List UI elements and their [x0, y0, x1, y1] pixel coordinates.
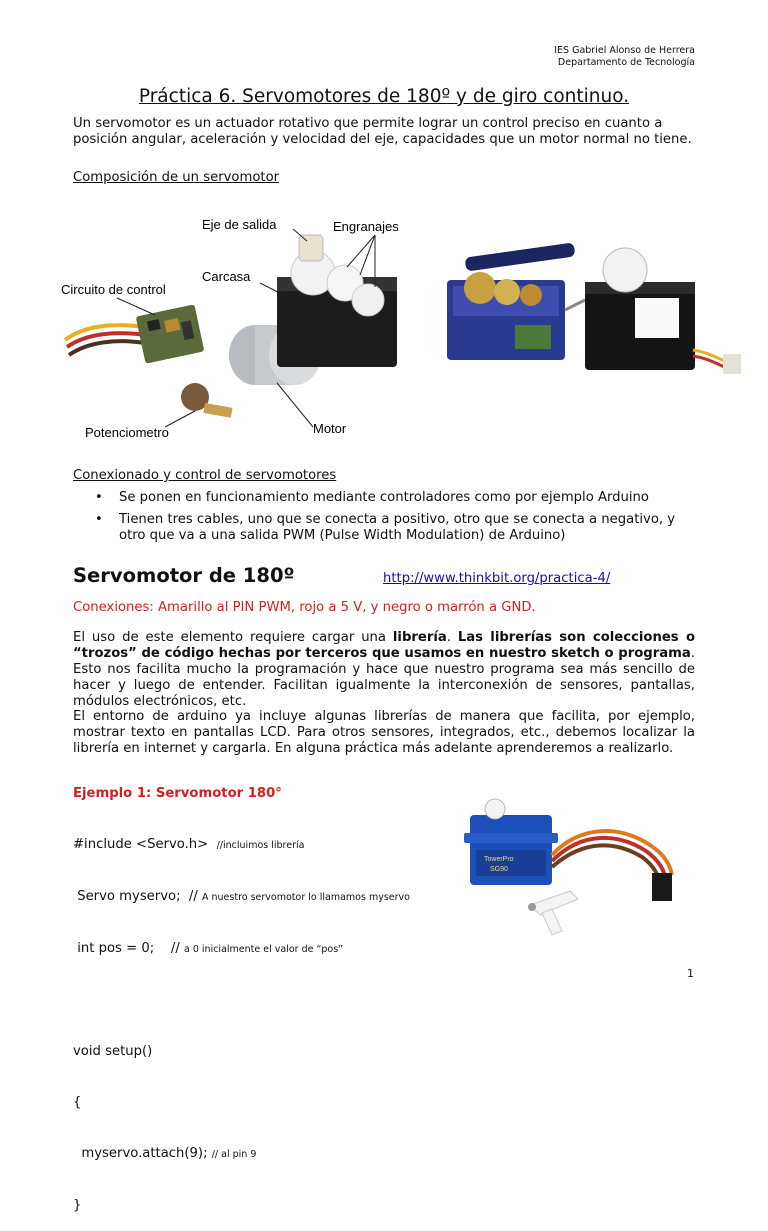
code-line [73, 992, 410, 1009]
code-line: void setup() [73, 1044, 153, 1059]
library-paragraph-1: El uso de este elemento requiere cargar una librería. Las librerías son colecciones o “trozos” de código hechas por terceros que usamos en nuestro sketch o programa. Esto nos facilita mucho la programación y hace que nuestro programa sea más sencillo de hacer y luego de entender. Facilitan igualmente la interconexión de sensores, pantallas, módulos electrónicos, etc. [73, 630, 696, 709]
code-block [73, 802, 410, 1231]
servo-exploded-diagram [55, 205, 430, 450]
connection-heading: Conexionado y control de servomotores [73, 468, 337, 483]
code-line: { [73, 1095, 82, 1110]
composition-heading: Composición de un servomotor [73, 170, 280, 185]
library-paragraph-2: El entorno de arduino ya incluye algunas librerías de manera que facilita, por ejemplo, mostrar texto en pantallas LCD. Para otros sensores, integrados, etc., debemos localizar la librería en internet y cargarla. En alguna práctica más adelante aprenderemos a realizarlo. [73, 709, 695, 756]
department-name: Departamento de Tecnología [557, 57, 695, 68]
servo-model-label: SG90 [490, 866, 508, 873]
servo-photos [435, 240, 745, 390]
label-gears: Engranajes [333, 219, 399, 234]
thinkbit-link[interactable]: http://www.thinkbit.org/practica-4/ [383, 571, 611, 586]
school-name: IES Gabriel Alonso de Herrera [554, 45, 695, 56]
page-title: Práctica 6. Servomotores de 180º y de giro continuo. [138, 86, 630, 107]
label-shaft: Eje de salida [202, 217, 277, 232]
label-motor: Motor [313, 421, 347, 436]
code-line: int pos = 0; // a 0 inicialmente el valor de “pos” [73, 941, 344, 956]
bullet-icon: • [95, 512, 103, 527]
page-number: 1 [687, 967, 694, 980]
micro-servo-image [460, 795, 695, 943]
label-circuit: Circuito de control [61, 282, 166, 297]
servo-brand-label: TowerPro [484, 856, 514, 863]
code-line: #include <Servo.h> //incluimos librería [73, 837, 305, 852]
example-heading: Ejemplo 1: Servomotor 180° [73, 786, 282, 801]
list-item: • Se ponen en funcionamiento mediante controladores como por ejemplo Arduino [95, 490, 649, 505]
servo180-heading: Servomotor de 180º [73, 564, 295, 587]
code-line: } [73, 1198, 82, 1213]
black-servo-image [585, 248, 741, 374]
open-servo-image [447, 242, 585, 360]
intro-paragraph: Un servomotor es un actuador rotativo que permite lograr un control preciso en cuanto a posición angular, aceleración y velocidad del eje, capacidades que un motor normal no tiene. [73, 116, 692, 147]
code-line: Servo myservo; // A nuestro servomotor lo llamamos myservo [73, 889, 410, 904]
connections-text: Conexiones: Amarillo al PIN PWM, rojo a 5 V, y negro o marrón a GND. [73, 600, 536, 615]
document-header [554, 45, 695, 69]
label-case: Carcasa [202, 269, 251, 284]
connection-list [73, 490, 695, 550]
circuit-board-image [136, 304, 205, 363]
label-pot: Potenciometro [85, 425, 169, 440]
code-line: myservo.attach(9); // al pin 9 [73, 1146, 257, 1161]
bullet-icon: • [95, 490, 103, 505]
list-item: • Tienen tres cables, uno que se conecta a positivo, otro que se conecta a negativo, y otro que va a una salida PWM (Pulse Width Modulation) de Arduino) [95, 512, 676, 543]
